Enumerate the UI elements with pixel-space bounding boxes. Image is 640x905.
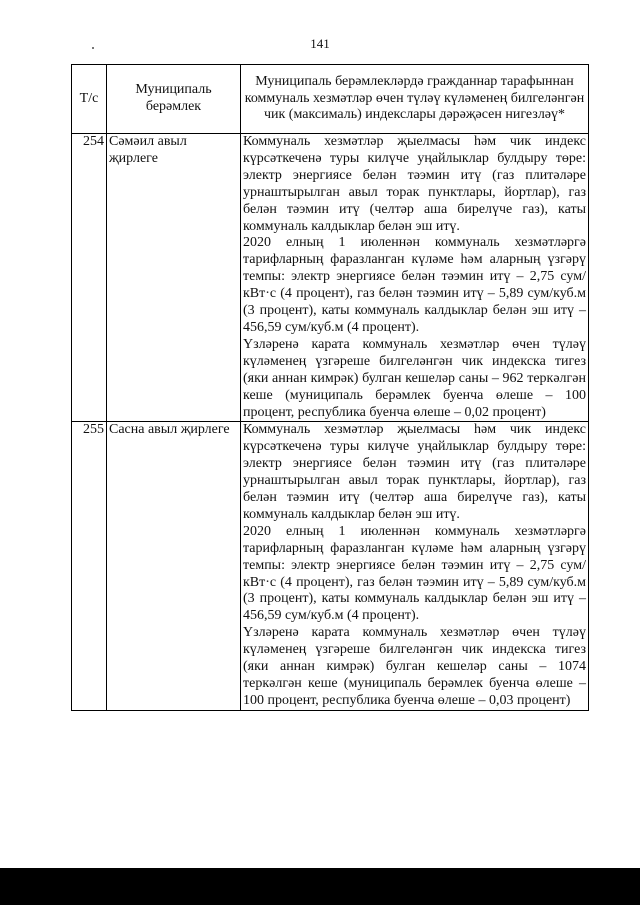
table-header-row (72, 65, 589, 134)
table-row (72, 422, 589, 710)
row-municipality: Сасна авыл җирлеге (107, 422, 241, 710)
header-number: Т/с (72, 65, 107, 134)
row-number: 254 (72, 134, 107, 422)
page-number: 141 (310, 36, 330, 51)
basis-paragraph: Үзләренә карата коммуналь хезмәтләр өчен түләү күләменең үзгәреше билгеләнгән чик индекска тигез (яки аннан кимрәк) булган кешеләр саны – 962 теркәлгән кеше (муниципаль берәмлек буенча өлеше – 100 процент, республика буенча өлеше – 0,02 процент) (243, 336, 586, 420)
tariff-index-table (71, 64, 589, 711)
basis-paragraph: 2020 елның 1 июленнән коммуналь хезмәтләргә тарифларның фаразланган күләме һәм аларның үзгәрү темпы: электр энергиясе белән тәэмин итү – 2,75 сум/кВт·с (4 процент), газ белән тәэмин итү – 5,89 сум/куб.м (3 процент), каты коммуналь калдыклар белән эш итү – 456,59 сум/куб.м (4 процент). (243, 235, 586, 335)
row-basis (241, 134, 589, 422)
scan-bottom-edge (0, 868, 640, 905)
table-row (72, 134, 589, 422)
basis-paragraph: Коммуналь хезмәтләр җыелмасы һәм чик индекс күрсәткеченә туры килүче уңайлыклар булдыру төре: электр энергиясе белән тәэмин итү (газ плитәләре урнаштырылган авыл торак пунктлары, йортлар), газ белән тәэмин итү (челтәр аша бирелүче газ), каты коммуналь калдыклар белән эш итү. (243, 134, 586, 234)
basis-paragraph: Коммуналь хезмәтләр җыелмасы һәм чик индекс күрсәткеченә туры килүче уңайлыклар булдыру төре: электр энергиясе белән тәэмин итү (газ плитәләре урнаштырылган авыл торак пунктлары, йортлар), газ белән тәэмин итү (челтәр аша бирелүче газ), каты коммуналь калдыклар белән эш итү. (243, 422, 586, 522)
basis-paragraph: 2020 елның 1 июленнән коммуналь хезмәтләргә тарифларның фаразланган күләме һәм аларның үзгәрү темпы: электр энергиясе белән тәэмин итү – 2,75 сум/кВт·с (4 процент), газ белән тәэмин итү – 5,89 сум/куб.м (3 процент), каты коммуналь калдыклар белән эш итү – 456,59 сум/куб.м (4 процент). (243, 523, 586, 624)
row-municipality: Сәмәил авыл җирлеге (107, 134, 241, 422)
header-municipality: Муниципаль берәмлек (107, 65, 241, 134)
header-basis: Муниципаль берәмлекләрдә гражданнар тарафыннан коммуналь хезмәтләр өчен түләү күләменең билгеләнгән чик (максималь) индекслары дәрәҗәсен нигезләү* (241, 65, 589, 134)
basis-paragraph: Үзләренә карата коммуналь хезмәтләр өчен түләү күләменең үзгәреше билгеләнгән чик индекска тигез (яки аннан кимрәк) булган кешеләр саны – 1074 теркәлгән кеше (муниципаль берәмлек буенча өлеше – 100 процент, республика буенча өлеше – 0,03 процент) (243, 625, 586, 708)
row-basis (241, 422, 589, 710)
row-number: 255 (72, 422, 107, 710)
